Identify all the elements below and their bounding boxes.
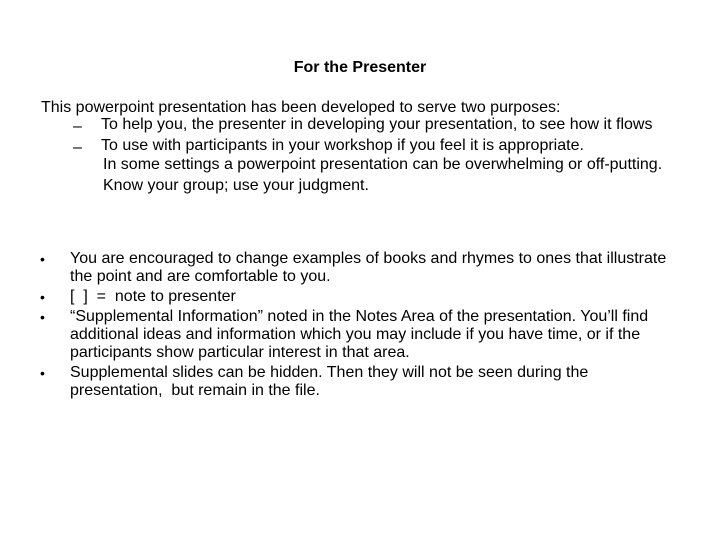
bullet-text: [ ] = note to presenter: [70, 288, 236, 305]
intro-text: This powerpoint presentation has been developed to serve two purposes:: [41, 99, 561, 116]
bullet-item: [41, 308, 681, 362]
bullet-marker: •: [40, 365, 45, 381]
bullet-marker: •: [40, 289, 45, 305]
bullet-item: [41, 364, 681, 400]
purpose-item: [41, 138, 701, 196]
bullet-list: [41, 250, 681, 400]
purpose-list: [41, 117, 701, 196]
purpose-text: To use with participants in your workshop if you feel it is appropriate.: [101, 137, 584, 154]
dash-marker: –: [73, 139, 82, 156]
bullet-item: [41, 250, 681, 286]
bullet-marker: •: [40, 251, 45, 267]
bullet-text: “Supplemental Information” noted in the Notes Area of the presentation. You’ll find additional ideas and information which you may include if you have time, or if the participants show particular interest in that area.: [70, 308, 653, 361]
bullet-item: [41, 288, 681, 306]
slide-title: For the Presenter: [293, 59, 427, 76]
purpose-text: To help you, the presenter in developing your presentation, to see how it flows: [101, 116, 653, 133]
bullet-marker: •: [40, 309, 45, 325]
intro-block: [41, 98, 701, 196]
bullet-text: You are encouraged to change examples of books and rhymes to ones that illustrate the point and are comfortable to you.: [70, 250, 671, 285]
purpose-item: [41, 117, 701, 133]
dash-marker: –: [73, 118, 82, 135]
purpose-note: In some settings a powerpoint presentation can be overwhelming or off-putting. Know your group; use your judgment.: [103, 156, 663, 194]
bullet-text: Supplemental slides can be hidden. Then they will not be seen during the presentation, but remain in the file.: [70, 364, 593, 399]
